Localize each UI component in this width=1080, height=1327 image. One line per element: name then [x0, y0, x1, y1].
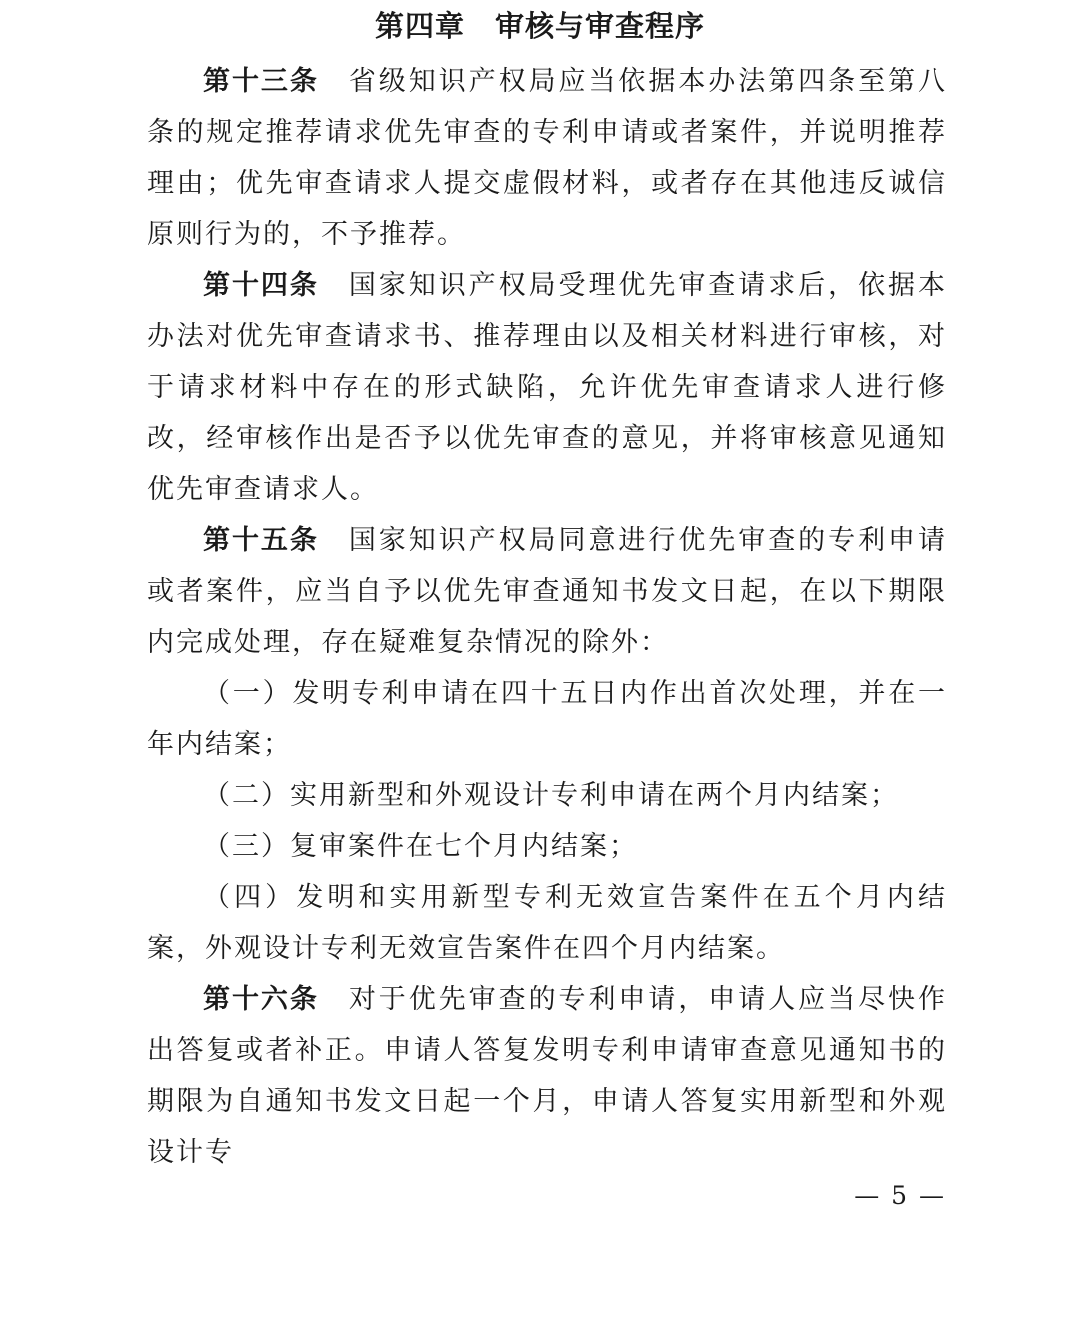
- article-13-heading: 第十三条: [203, 66, 319, 97]
- article-16: [147, 974, 947, 1178]
- article-15-heading: 第十五条: [203, 525, 319, 556]
- document-body: [147, 56, 947, 1178]
- article-15-item-2: （二）实用新型和外观设计专利申请在两个月内结案；: [203, 780, 899, 811]
- article-15: [147, 515, 947, 668]
- article-15-item-4: （四）发明和实用新型专利无效宣告案件在五个月内结案，外观设计专利无效宣告案件在四个月内结案。: [147, 882, 947, 964]
- article-13-text: 省级知识产权局应当依据本办法第四条至第八条的规定推荐请求优先审查的专利申请或者案件，并说明推荐理由；优先审查请求人提交虚假材料，或者存在其他违反诚信原则行为的，不予推荐。: [147, 66, 948, 250]
- article-13: [147, 56, 947, 260]
- article-15-item-1: （一）发明专利申请在四十五日内作出首次处理，并在一年内结案；: [147, 678, 947, 760]
- article-15-item-3: （三）复审案件在七个月内结案；: [203, 831, 638, 862]
- page-number: — 5 —: [854, 1181, 946, 1210]
- article-14: [147, 260, 947, 515]
- article-16-text: 对于优先审查的专利申请，申请人应当尽快作出答复或者补正。申请人答复发明专利申请审查意见通知书的期限为自通知书发文日起一个月，申请人答复实用新型和外观设计专: [147, 984, 948, 1168]
- article-15-text: 国家知识产权局同意进行优先审查的专利申请或者案件，应当自予以优先审查通知书发文日起，在以下期限内完成处理，存在疑难复杂情况的除外：: [147, 525, 948, 658]
- article-16-heading: 第十六条: [203, 984, 319, 1015]
- article-14-text: 国家知识产权局受理优先审查请求后，依据本办法对优先审查请求书、推荐理由以及相关材料进行审核，对于请求材料中存在的形式缺陷，允许优先审查请求人进行修改，经审核作出是否予以优先审查的意见，并将审核意见通知优先审查请求人。: [147, 270, 948, 505]
- article-14-heading: 第十四条: [203, 270, 319, 301]
- chapter-title: 第四章 审核与审查程序: [374, 9, 705, 43]
